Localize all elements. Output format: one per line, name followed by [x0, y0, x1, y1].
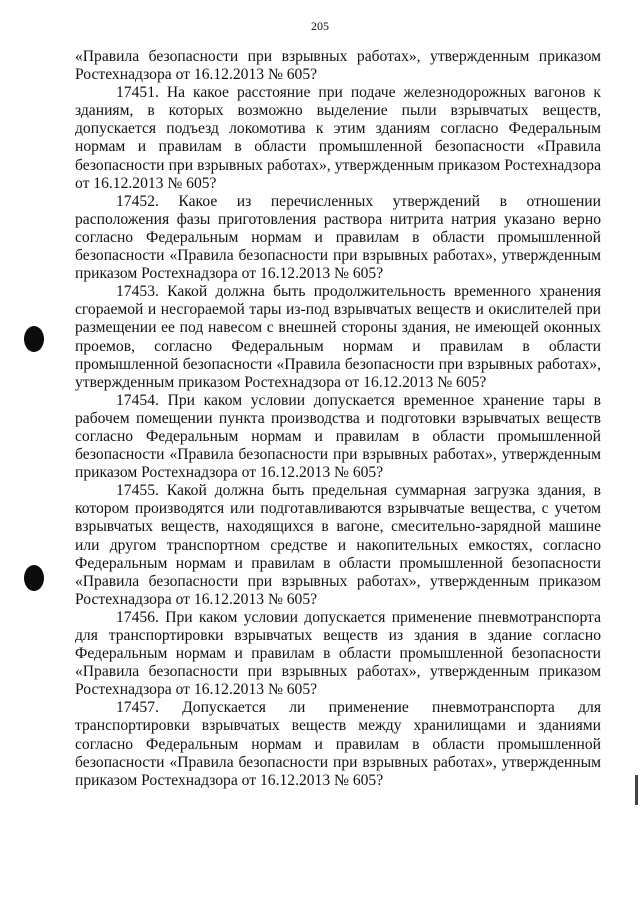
- punch-hole: [24, 326, 44, 352]
- question-17453: 17453. Какой должна быть продолжительность временного хранения сгораемой и несгораемой тары из-под взрывчатых веществ и окислителей при размещении ее под навесом с внешней стороны здания, не имеющей оконных проемов, согласно Федеральным нормам и правилам в области промышленной безопасности «Правила безопасности при взрывных работах», утвержденным приказом Ростехнадзора от 16.12.2013 № 605?: [75, 283, 601, 391]
- punch-hole: [24, 565, 44, 591]
- question-17454: 17454. При каком условии допускается временное хранение тары в рабочем помещении пункта производства и подготовки взрывчатых веществ согласно Федеральным нормам и правилам в области промышленной безопасности «Правила безопасности при взрывных работах», утвержденным приказом Ростехнадзора от 16.12.2013 № 605?: [75, 391, 601, 482]
- page-number: 205: [311, 19, 329, 33]
- question-17457: 17457. Допускается ли применение пневмотранспорта для транспортировки взрывчатых веществ между хранилищами и зданиями согласно Федеральным нормам и правилам в области промышленной безопасности «Правила безопасности при взрывных работах», утвержденным приказом Ростехнадзора от 16.12.2013 № 605?: [75, 699, 601, 789]
- document-body: [75, 48, 601, 790]
- paragraph-continuation: «Правила безопасности при взрывных работах», утвержденным приказом Ростехнадзора от 16.12.2013 № 605?: [75, 48, 601, 84]
- question-17455: 17455. Какой должна быть предельная суммарная загрузка здания, в котором производятся или подготавливаются взрывчатые вещества, с учетом взрывчатых веществ, находящихся в вагоне, смесительно-зарядной машине или другом транспортном средстве и накопительных емкостях, согласно Федеральным нормам и правилам в области промышленной безопасности «Правила безопасности при взрывных работах», утвержденным приказом Ростехнадзора от 16.12.2013 № 605?: [75, 482, 601, 608]
- question-17451: 17451. На какое расстояние при подаче железнодорожных вагонов к зданиям, в которых возможно выделение пыли взрывчатых веществ, допускается подъезд локомотива к этим зданиям согласно Федеральным нормам и правилам в области промышленной безопасности «Правила безопасности при взрывных работах», утвержденным приказом Ростехнадзора от 16.12.2013 № 605?: [75, 84, 601, 192]
- question-17452: 17452. Какое из перечисленных утверждений в отношении расположения фазы приготовления раствора нитрита натрия указано верно согласно Федеральным нормам и правилам в области промышленной безопасности «Правила безопасности при взрывных работах», утвержденным приказом Ростехнадзора от 16.12.2013 № 605?: [75, 192, 601, 283]
- question-17456: 17456. При каком условии допускается применение пневмотранспорта для транспортировки взрывчатых веществ из здания в здание согласно Федеральным нормам и правилам в области промышленной безопасности «Правила безопасности при взрывных работах», утвержденным приказом Ростехнадзора от 16.12.2013 № 605?: [75, 608, 601, 699]
- scan-edge-mark: [635, 775, 638, 805]
